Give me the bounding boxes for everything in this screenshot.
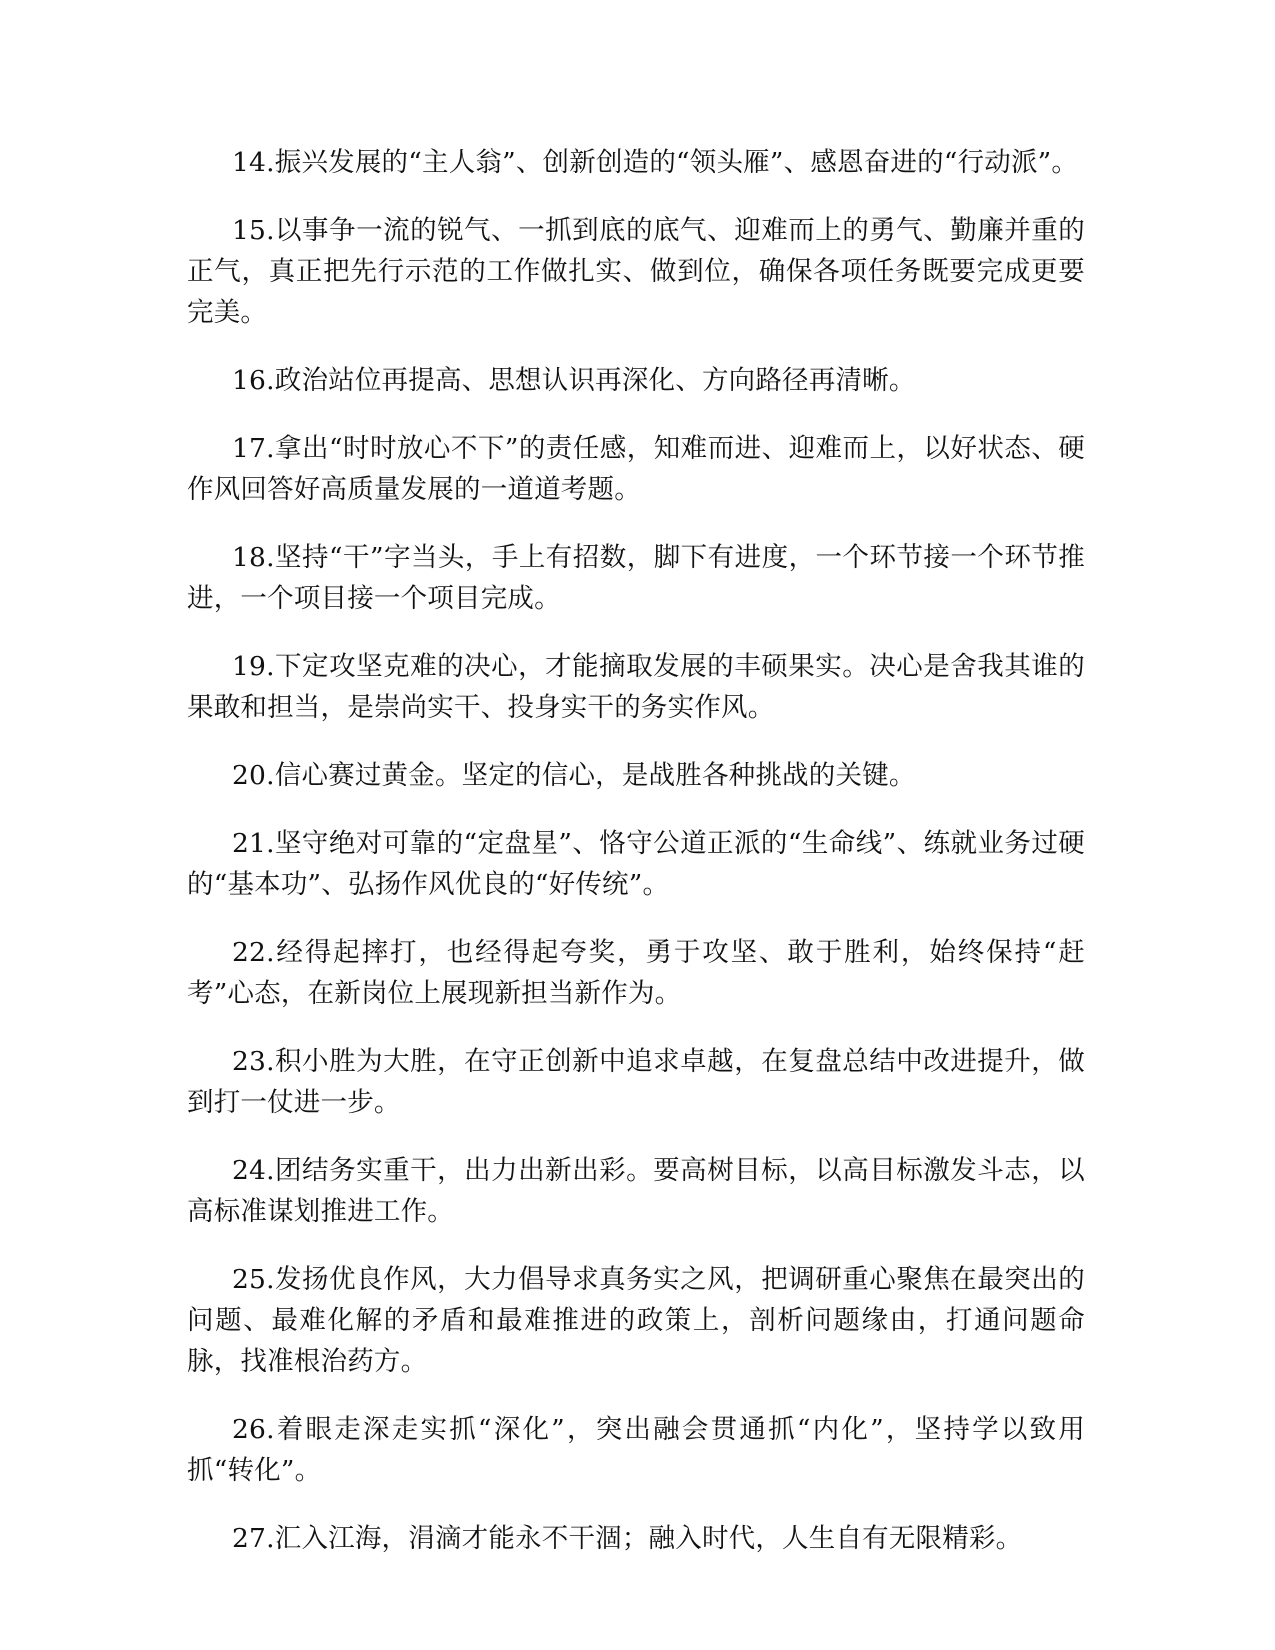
paragraph-23: 23.积小胜为大胜，在守正创新中追求卓越，在复盘总结中改进提升，做到打一仗进一步。: [187, 1046, 1085, 1118]
paragraph-16: 16.政治站位再提高、思想认识再深化、方向路径再清晰。: [232, 365, 916, 396]
paragraph-17: 17.拿出“时时放心不下”的责任感，知难而进、迎难而上，以好状态、硬作风回答好高质量发展的一道道考题。: [187, 433, 1085, 505]
paragraph-22: 22.经得起摔打，也经得起夸奖，勇于攻坚、敢于胜利，始终保持“赶考”心态，在新岗位上展现新担当新作为。: [187, 937, 1085, 1009]
document-body: [187, 142, 1085, 1586]
paragraph-26: 26.着眼走深走实抓“深化”，突出融会贯通抓“内化”，坚持学以致用抓“转化”。: [187, 1414, 1085, 1486]
paragraph-19: 19.下定攻坚克难的决心，才能摘取发展的丰硕果实。决心是舍我其谁的果敢和担当，是崇尚实干、投身实干的务实作风。: [187, 651, 1085, 723]
paragraph-25: 25.发扬优良作风，大力倡导求真务实之风，把调研重心聚焦在最突出的问题、最难化解的矛盾和最难推进的政策上，剖析问题缘由，打通问题命脉，找准根治药方。: [187, 1264, 1085, 1377]
paragraph-24: 24.团结务实重干，出力出新出彩。要高树目标，以高目标激发斗志，以高标准谋划推进工作。: [187, 1155, 1085, 1227]
paragraph-20: 20.信心赛过黄金。坚定的信心，是战胜各种挑战的关键。: [232, 760, 916, 791]
paragraph-14: 14.振兴发展的“主人翁”、创新创造的“领头雁”、感恩奋进的“行动派”。: [232, 147, 1079, 178]
paragraph-27: 27.汇入江海，涓滴才能永不干涸；融入时代，人生自有无限精彩。: [232, 1523, 1023, 1554]
paragraph-15: 15.以事争一流的锐气、一抓到底的底气、迎难而上的勇气、勤廉并重的正气，真正把先行示范的工作做扎实、做到位，确保各项任务既要完成更要完美。: [187, 215, 1085, 328]
paragraph-18: 18.坚持“干”字当头，手上有招数，脚下有进度，一个环节接一个环节推进，一个项目接一个项目完成。: [187, 542, 1085, 614]
paragraph-21: 21.坚守绝对可靠的“定盘星”、恪守公道正派的“生命线”、练就业务过硬的“基本功”、弘扬作风优良的“好传统”。: [187, 828, 1085, 900]
